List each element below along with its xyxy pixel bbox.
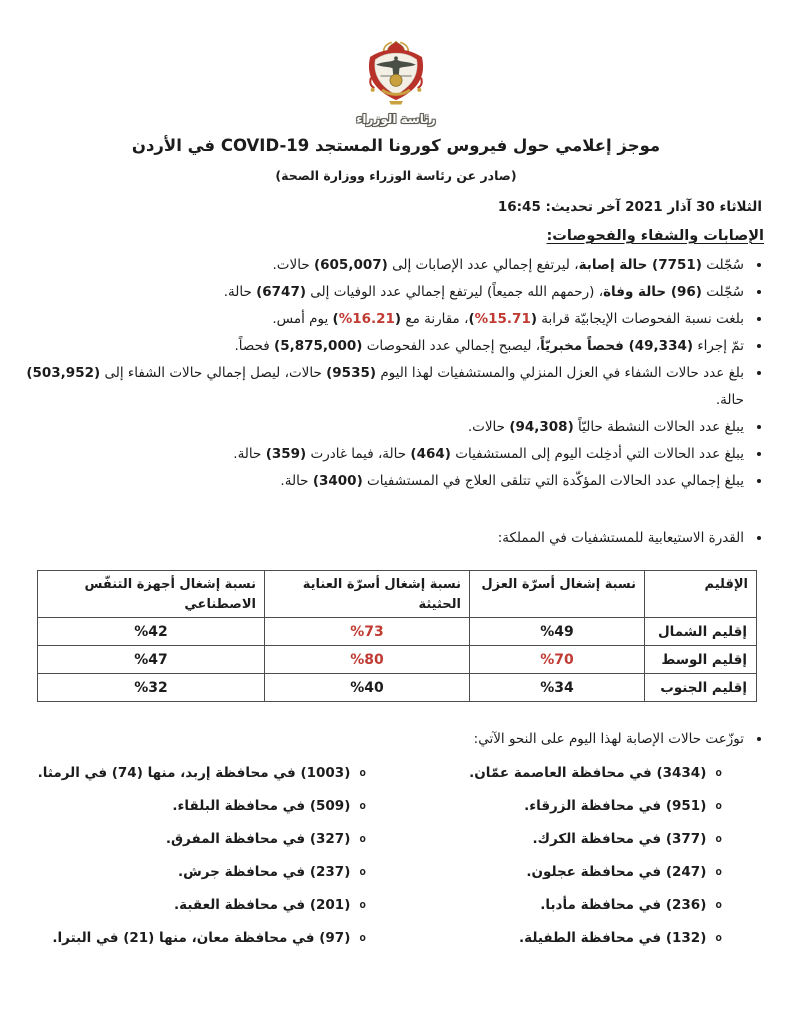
table-row — [38, 618, 757, 646]
stat-value: (1003) — [300, 765, 351, 781]
text-segment: في محافظة البلقاء. — [172, 798, 310, 814]
text-segment: حالة. — [233, 446, 266, 462]
section-heading: الإصابات والشفاء والفحوصات: — [546, 228, 764, 244]
stat-value: (94,308) — [509, 419, 574, 435]
stat-value: (7751) — [652, 257, 702, 273]
circle-bullet-icon: o — [715, 865, 722, 878]
capacity-intro-list — [0, 525, 792, 552]
capacity-intro-text: • القدرة الاستيعابية للمستشفيات في المملكة: — [14, 525, 746, 552]
governorate-text — [52, 930, 350, 946]
circle-bullet-icon: o — [715, 799, 722, 812]
occupancy-value: %32 — [134, 679, 168, 696]
text-segment: سُجّلت — [701, 284, 744, 300]
stat-value: (605,007) — [313, 257, 388, 273]
governorate-text — [174, 897, 350, 913]
stat-value: (9535) — [326, 365, 377, 381]
occupancy-cell — [38, 618, 265, 646]
occupancy-value: %80 — [350, 651, 384, 668]
stat-value: (132) — [665, 930, 707, 946]
text-segment: يوم أمس. — [272, 311, 333, 327]
stat-value: %15.71 — [474, 311, 531, 327]
occupancy-value: %34 — [540, 679, 574, 696]
stat-value: (6747) — [256, 284, 307, 300]
occupancy-cell — [470, 674, 645, 702]
occupancy-value: %47 — [134, 651, 168, 668]
governorate-text — [540, 897, 706, 913]
stat-value: (49,334) — [628, 338, 694, 354]
circle-bullet-icon: o — [359, 865, 366, 878]
governorate-item — [366, 757, 722, 790]
text-segment: في محافظة العقبة. — [174, 897, 310, 913]
stat-value: (359) — [265, 446, 307, 462]
governorate-item — [10, 823, 366, 856]
occupancy-cell — [38, 646, 265, 674]
jordan-coat-of-arms-icon — [344, 38, 448, 114]
occupancy-value: %73 — [350, 623, 384, 640]
governorate-text — [526, 864, 706, 880]
governorate-distribution — [10, 757, 722, 955]
table-header-row — [38, 571, 757, 618]
distribution-intro-text: • توزّعت حالات الإصابة لهذا اليوم على النحو الآتي: — [14, 726, 746, 753]
text-segment: حالة إصابة — [578, 257, 653, 273]
table-column-header: نسبة إشغال أسرّة العناية الحثيثة — [265, 571, 470, 618]
text-segment: في محافظة العاصمة عمّان. — [469, 765, 657, 781]
page-subtitle: (صادر عن رئاسة الوزراء ووزارة الصحة) — [275, 168, 517, 183]
text-segment: في محافظة المفرق. — [165, 831, 310, 847]
circle-bullet-icon: o — [715, 898, 722, 911]
logo — [0, 0, 792, 126]
text-segment: يبلغ عدد الحالات التي أدخِلت اليوم إلى المستشفيات — [450, 446, 744, 462]
table-row — [38, 646, 757, 674]
stat-bullet-item — [14, 441, 746, 468]
text-segment: ) — [468, 311, 475, 327]
text-segment: يبلغ إجمالي عدد الحالات المؤكّدة التي تتلقى العلاج في المستشفيات — [362, 473, 744, 489]
text-segment: في محافظة مأدبا. — [540, 897, 666, 913]
governorate-text — [532, 831, 706, 847]
stat-value: (236) — [665, 897, 707, 913]
governorate-text — [469, 765, 706, 781]
stat-bullet-item — [14, 414, 746, 441]
table-column-header: نسبة إشغال أسرّة العزل — [470, 571, 645, 618]
text-segment: حالة. — [715, 392, 744, 408]
text-segment: ، ليصبح إجمالي عدد الفحوصات — [362, 338, 541, 354]
text-segment: في محافظة الزرقاء. — [524, 798, 666, 814]
governorate-text — [524, 798, 706, 814]
text-segment: بلغت نسبة الفحوصات الإيجابيّة قرابة — [537, 311, 744, 327]
stat-value: (5,875,000) — [274, 338, 363, 354]
region-cell: إقليم الوسط — [645, 646, 757, 674]
governorate-item — [10, 856, 366, 889]
text-segment: تمّ إجراء — [693, 338, 744, 354]
circle-bullet-icon: o — [715, 766, 722, 779]
governorate-item — [10, 757, 366, 790]
stat-bullet-item — [14, 279, 746, 306]
occupancy-value: %40 — [350, 679, 384, 696]
text-segment: حالة، فيما غادرت — [306, 446, 411, 462]
governorate-text — [172, 798, 350, 814]
circle-bullet-icon: o — [359, 931, 366, 944]
stat-value: (74) — [111, 765, 143, 781]
governorate-item — [10, 922, 366, 955]
region-cell: إقليم الشمال — [645, 618, 757, 646]
stat-bullet-item — [14, 360, 746, 414]
text-segment: حالة وفاة — [603, 284, 671, 300]
governorate-item — [366, 922, 722, 955]
governorate-text — [166, 831, 351, 847]
text-segment: ( — [394, 311, 402, 327]
text-segment: حالات. — [467, 419, 510, 435]
stat-value: (97) — [319, 930, 351, 946]
stats-bullet-list — [0, 252, 792, 495]
table-column-header: الإقليم — [645, 571, 757, 618]
governorate-text — [178, 864, 350, 880]
stat-value: (21) — [123, 930, 155, 946]
table-column-header: نسبة إشغال أجهزة التنفّس الاصطناعي — [38, 571, 265, 618]
occupancy-cell — [265, 674, 470, 702]
text-segment: ، مقارنة مع — [401, 311, 469, 327]
text-segment: ( — [530, 311, 538, 327]
logo-caption: رئاسة الوزراء — [356, 112, 436, 126]
stat-value: (464) — [410, 446, 451, 462]
text-segment: ، (رحمهم الله جميعاً) ليرتفع إجمالي عدد الوفيات إلى — [306, 284, 604, 300]
governorate-item — [366, 823, 722, 856]
occupancy-cell — [38, 674, 265, 702]
distribution-intro-list — [0, 726, 792, 753]
circle-bullet-icon: o — [359, 799, 366, 812]
occupancy-cell — [470, 646, 645, 674]
circle-bullet-icon: o — [359, 832, 366, 845]
circle-bullet-icon: o — [359, 766, 366, 779]
text-segment: في محافظة الطفيلة. — [519, 930, 666, 946]
stat-value: (327) — [309, 831, 351, 847]
stat-value: (96) — [670, 284, 702, 300]
text-segment: في محافظة جرش. — [178, 864, 310, 880]
text-segment: في محافظة معان، منها — [154, 930, 320, 946]
stat-value: (377) — [665, 831, 707, 847]
text-segment: في محافظة عجلون. — [526, 864, 666, 880]
text-segment: ، ليرتفع إجمالي عدد الإصابات إلى — [387, 257, 579, 273]
occupancy-cell — [265, 646, 470, 674]
text-segment: بلغ عدد حالات الشفاء في العزل المنزلي والمستشفيات لهذا اليوم — [376, 365, 744, 381]
text-segment: حالة. — [223, 284, 257, 300]
occupancy-value: %70 — [540, 651, 574, 668]
governorate-text — [519, 930, 706, 946]
stat-value: (3400) — [312, 473, 363, 489]
circle-bullet-icon: o — [715, 931, 722, 944]
text-segment: حالات. — [272, 257, 314, 273]
governorate-item — [366, 790, 722, 823]
stat-value: (201) — [309, 897, 351, 913]
governorate-item — [10, 790, 366, 823]
text-segment: ) — [332, 311, 339, 327]
occupancy-cell — [265, 618, 470, 646]
text-segment: في محافظة إربد، منها — [142, 765, 301, 781]
stat-value: (509) — [309, 798, 351, 814]
distribution-column-right — [366, 757, 722, 955]
stat-value: (237) — [309, 864, 351, 880]
text-segment: في البترا. — [52, 930, 124, 946]
governorate-text — [38, 765, 351, 781]
table-row — [38, 674, 757, 702]
occupancy-value: %42 — [134, 623, 168, 640]
text-segment: فحصاً مخبريّاً — [540, 338, 629, 354]
occupancy-cell — [470, 618, 645, 646]
stat-value: (3434) — [656, 765, 707, 781]
text-segment: في محافظة الكرك. — [532, 831, 666, 847]
text-segment: سُجّلت — [701, 257, 744, 273]
text-segment: فحصاً. — [234, 338, 275, 354]
hospital-capacity-table — [37, 570, 757, 702]
text-segment: يبلغ عدد الحالات النشطة حاليّاً — [573, 419, 744, 435]
text-segment: حالة. — [280, 473, 313, 489]
stat-bullet-item — [14, 468, 746, 495]
stat-bullet-item — [14, 252, 746, 279]
circle-bullet-icon: o — [359, 898, 366, 911]
circle-bullet-icon: o — [715, 832, 722, 845]
occupancy-value: %49 — [540, 623, 574, 640]
page-title: موجز إعلامي حول فيروس كورونا المستجد COVID-19 في الأردن — [131, 136, 661, 155]
governorate-item — [366, 856, 722, 889]
date-line: الثلاثاء 30 آذار 2021 آخر تحديث: 16:45 — [497, 199, 762, 215]
text-segment: حالات، ليصل إجمالي حالات الشفاء إلى — [100, 365, 327, 381]
stat-bullet-item — [14, 306, 746, 333]
governorate-item — [10, 889, 366, 922]
governorate-item — [366, 889, 722, 922]
stat-value: (247) — [665, 864, 707, 880]
stat-value: (951) — [665, 798, 707, 814]
stat-bullet-item — [14, 333, 746, 360]
region-cell: إقليم الجنوب — [645, 674, 757, 702]
stat-value: (503,952) — [26, 365, 101, 381]
stat-value: %16.21 — [338, 311, 395, 327]
text-segment: في الرمثا. — [37, 765, 112, 781]
distribution-column-left — [10, 757, 366, 955]
